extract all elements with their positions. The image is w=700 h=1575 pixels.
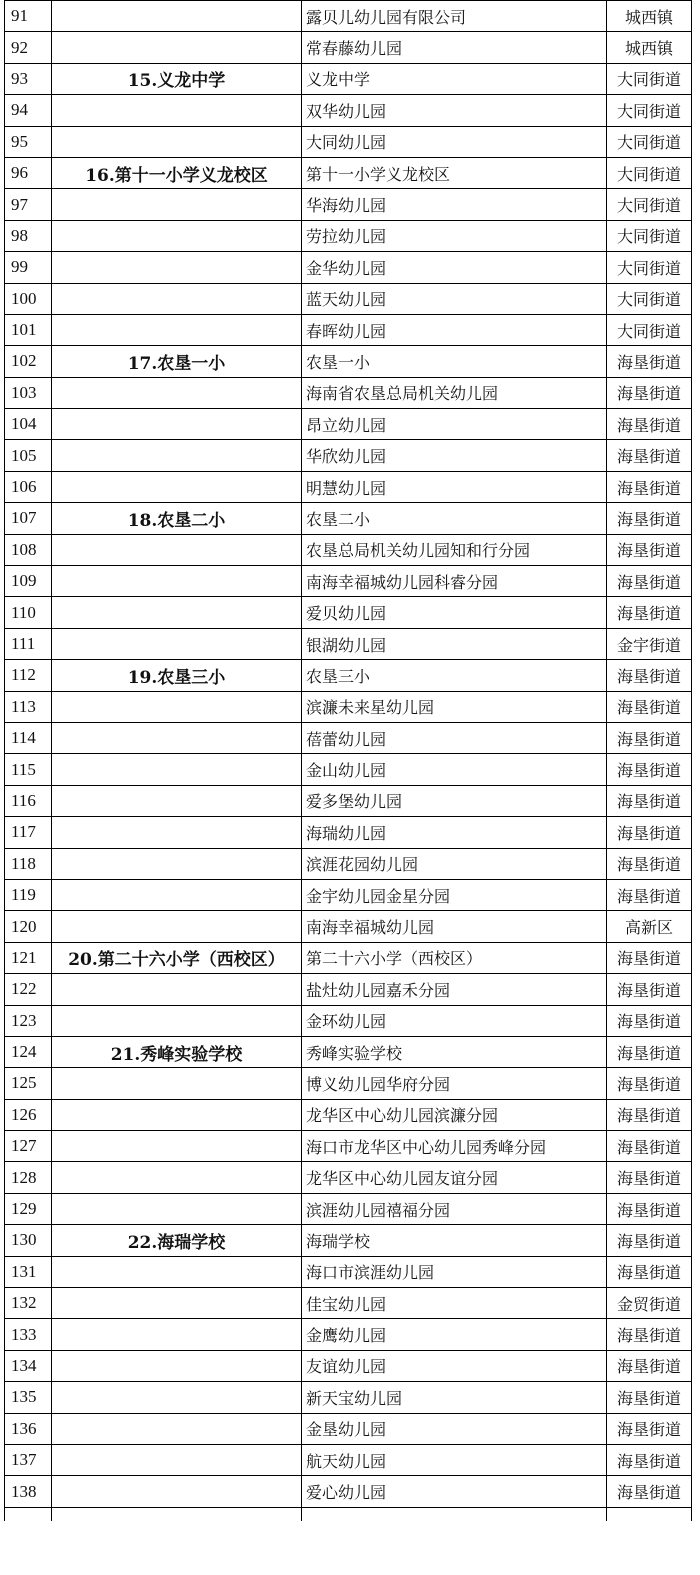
row-number-cell: 99 — [5, 252, 52, 283]
school-name-cell — [52, 722, 302, 753]
row-number-cell: 103 — [5, 377, 52, 408]
school-name-cell — [52, 283, 302, 314]
row-number-cell: 105 — [5, 440, 52, 471]
kindergarten-name-cell: 大同幼儿园 — [302, 126, 607, 157]
kindergarten-name-cell: 海瑞幼儿园 — [302, 817, 607, 848]
table-row — [5, 126, 692, 157]
table-row — [5, 628, 692, 659]
row-number-cell: 122 — [5, 974, 52, 1005]
kindergarten-name-cell: 海口市滨涯幼儿园 — [302, 1256, 607, 1287]
street-area-cell: 海垦街道 — [607, 471, 692, 502]
kindergarten-name-cell: 海口市龙华区中心幼儿园秀峰分园 — [302, 1131, 607, 1162]
street-area-cell: 大同街道 — [607, 126, 692, 157]
street-area-cell: 海垦街道 — [607, 1099, 692, 1130]
street-area-cell: 海垦街道 — [607, 1350, 692, 1381]
kindergarten-name-cell: 金宇幼儿园金星分园 — [302, 879, 607, 910]
kindergarten-name-cell: 盐灶幼儿园嘉禾分园 — [302, 974, 607, 1005]
table-row — [5, 817, 692, 848]
table-row — [5, 377, 692, 408]
row-number-cell: 94 — [5, 95, 52, 126]
school-name-cell — [52, 1256, 302, 1287]
row-number-cell: 98 — [5, 220, 52, 251]
school-name-cell: 18.农垦二小 — [52, 503, 302, 534]
table-row — [5, 1350, 692, 1381]
empty-cell — [607, 1507, 692, 1521]
row-number-cell: 93 — [5, 63, 52, 94]
row-number-cell: 135 — [5, 1382, 52, 1413]
school-name-cell — [52, 974, 302, 1005]
table-row — [5, 974, 692, 1005]
table-row — [5, 1444, 692, 1475]
table-row-partial — [5, 1507, 692, 1521]
street-area-cell: 海垦街道 — [607, 503, 692, 534]
kindergarten-name-cell: 滨濂未来星幼儿园 — [302, 691, 607, 722]
table-row — [5, 95, 692, 126]
table-row — [5, 63, 692, 94]
kindergarten-name-cell: 常春藤幼儿园 — [302, 32, 607, 63]
table-row — [5, 879, 692, 910]
street-area-cell: 海垦街道 — [607, 974, 692, 1005]
street-area-cell: 海垦街道 — [607, 440, 692, 471]
empty-cell — [302, 1507, 607, 1521]
kindergarten-name-cell: 爱心幼儿园 — [302, 1476, 607, 1507]
row-number-cell: 123 — [5, 1005, 52, 1036]
street-area-cell: 海垦街道 — [607, 817, 692, 848]
kindergarten-name-cell: 农垦二小 — [302, 503, 607, 534]
row-number-cell: 118 — [5, 848, 52, 879]
school-name-cell — [52, 440, 302, 471]
school-name-cell — [52, 534, 302, 565]
row-number-cell: 96 — [5, 157, 52, 188]
kindergarten-name-cell: 农垦三小 — [302, 660, 607, 691]
row-number-cell: 114 — [5, 722, 52, 753]
kindergarten-name-cell: 航天幼儿园 — [302, 1444, 607, 1475]
street-area-cell: 海垦街道 — [607, 1256, 692, 1287]
street-area-cell: 海垦街道 — [607, 566, 692, 597]
school-name-cell — [52, 1162, 302, 1193]
row-number-cell: 112 — [5, 660, 52, 691]
table-row — [5, 440, 692, 471]
row-number-cell: 117 — [5, 817, 52, 848]
kindergarten-name-cell: 海南省农垦总局机关幼儿园 — [302, 377, 607, 408]
street-area-cell: 海垦街道 — [607, 942, 692, 973]
school-name-cell: 21.秀峰实验学校 — [52, 1036, 302, 1067]
row-number-cell: 116 — [5, 785, 52, 816]
school-name-cell — [52, 848, 302, 879]
table-row — [5, 691, 692, 722]
street-area-cell: 海垦街道 — [607, 691, 692, 722]
street-area-cell: 海垦街道 — [607, 1005, 692, 1036]
table-row — [5, 471, 692, 502]
school-name-cell — [52, 911, 302, 942]
row-number-cell: 137 — [5, 1444, 52, 1475]
school-name-cell — [52, 95, 302, 126]
street-area-cell: 大同街道 — [607, 314, 692, 345]
kindergarten-name-cell: 农垦总局机关幼儿园知和行分园 — [302, 534, 607, 565]
table-row — [5, 566, 692, 597]
table-row — [5, 1193, 692, 1224]
table-row — [5, 314, 692, 345]
table-row — [5, 1036, 692, 1067]
row-number-cell: 101 — [5, 314, 52, 345]
school-name-cell — [52, 1350, 302, 1381]
row-number-cell: 120 — [5, 911, 52, 942]
school-name-cell — [52, 1193, 302, 1224]
row-number-cell: 121 — [5, 942, 52, 973]
kindergarten-name-cell: 金鹰幼儿园 — [302, 1319, 607, 1350]
table-row — [5, 1068, 692, 1099]
empty-cell — [52, 1507, 302, 1521]
street-area-cell: 海垦街道 — [607, 1319, 692, 1350]
school-name-cell — [52, 252, 302, 283]
school-name-cell — [52, 471, 302, 502]
table-row — [5, 660, 692, 691]
kindergarten-name-cell: 新天宝幼儿园 — [302, 1382, 607, 1413]
row-number-cell: 102 — [5, 346, 52, 377]
kindergarten-name-cell: 蓝天幼儿园 — [302, 283, 607, 314]
kindergarten-name-cell: 蓓蕾幼儿园 — [302, 722, 607, 753]
kindergarten-name-cell: 龙华区中心幼儿园友谊分园 — [302, 1162, 607, 1193]
street-area-cell: 海垦街道 — [607, 754, 692, 785]
table-row — [5, 1225, 692, 1256]
kindergarten-name-cell: 滨涯幼儿园禧福分园 — [302, 1193, 607, 1224]
school-name-cell — [52, 817, 302, 848]
row-number-cell: 136 — [5, 1413, 52, 1444]
school-district-table — [4, 0, 692, 1521]
street-area-cell: 大同街道 — [607, 283, 692, 314]
street-area-cell: 海垦街道 — [607, 785, 692, 816]
school-name-cell — [52, 409, 302, 440]
table-row — [5, 1413, 692, 1444]
kindergarten-name-cell: 昂立幼儿园 — [302, 409, 607, 440]
table-row — [5, 597, 692, 628]
table-row — [5, 189, 692, 220]
row-number-cell: 134 — [5, 1350, 52, 1381]
street-area-cell: 城西镇 — [607, 1, 692, 32]
row-number-cell: 127 — [5, 1131, 52, 1162]
kindergarten-name-cell: 春晖幼儿园 — [302, 314, 607, 345]
row-number-cell: 97 — [5, 189, 52, 220]
kindergarten-name-cell: 劳拉幼儿园 — [302, 220, 607, 251]
school-name-cell — [52, 1413, 302, 1444]
row-number-cell: 126 — [5, 1099, 52, 1130]
kindergarten-name-cell: 友谊幼儿园 — [302, 1350, 607, 1381]
school-name-cell: 15.义龙中学 — [52, 63, 302, 94]
row-number-cell: 104 — [5, 409, 52, 440]
table-row — [5, 722, 692, 753]
kindergarten-name-cell: 明慧幼儿园 — [302, 471, 607, 502]
empty-cell — [5, 1507, 52, 1521]
street-area-cell: 海垦街道 — [607, 879, 692, 910]
street-area-cell: 高新区 — [607, 911, 692, 942]
row-number-cell: 130 — [5, 1225, 52, 1256]
street-area-cell: 大同街道 — [607, 252, 692, 283]
table-row — [5, 1476, 692, 1507]
kindergarten-name-cell: 南海幸福城幼儿园科睿分园 — [302, 566, 607, 597]
school-name-cell — [52, 691, 302, 722]
table-row — [5, 1, 692, 32]
table-row — [5, 32, 692, 63]
row-number-cell: 133 — [5, 1319, 52, 1350]
kindergarten-name-cell: 第二十六小学（西校区） — [302, 942, 607, 973]
street-area-cell: 海垦街道 — [607, 377, 692, 408]
row-number-cell: 106 — [5, 471, 52, 502]
row-number-cell: 111 — [5, 628, 52, 659]
kindergarten-name-cell: 农垦一小 — [302, 346, 607, 377]
school-name-cell: 17.农垦一小 — [52, 346, 302, 377]
kindergarten-name-cell: 海瑞学校 — [302, 1225, 607, 1256]
street-area-cell: 大同街道 — [607, 95, 692, 126]
school-name-cell — [52, 1444, 302, 1475]
street-area-cell: 金贸街道 — [607, 1288, 692, 1319]
table-row — [5, 754, 692, 785]
kindergarten-name-cell: 金山幼儿园 — [302, 754, 607, 785]
street-area-cell: 海垦街道 — [607, 1382, 692, 1413]
street-area-cell: 海垦街道 — [607, 1068, 692, 1099]
kindergarten-name-cell: 龙华区中心幼儿园滨濂分园 — [302, 1099, 607, 1130]
kindergarten-name-cell: 佳宝幼儿园 — [302, 1288, 607, 1319]
street-area-cell: 海垦街道 — [607, 1413, 692, 1444]
street-area-cell: 海垦街道 — [607, 1036, 692, 1067]
school-name-cell — [52, 1131, 302, 1162]
street-area-cell: 海垦街道 — [607, 534, 692, 565]
row-number-cell: 109 — [5, 566, 52, 597]
school-name-cell — [52, 754, 302, 785]
row-number-cell: 131 — [5, 1256, 52, 1287]
row-number-cell: 119 — [5, 879, 52, 910]
school-name-cell: 20.第二十六小学（西校区） — [52, 942, 302, 973]
kindergarten-name-cell: 南海幸福城幼儿园 — [302, 911, 607, 942]
school-name-cell — [52, 785, 302, 816]
school-name-cell — [52, 1288, 302, 1319]
row-number-cell: 132 — [5, 1288, 52, 1319]
table-row — [5, 1162, 692, 1193]
kindergarten-name-cell: 爱多堡幼儿园 — [302, 785, 607, 816]
row-number-cell: 125 — [5, 1068, 52, 1099]
row-number-cell: 138 — [5, 1476, 52, 1507]
kindergarten-name-cell: 秀峰实验学校 — [302, 1036, 607, 1067]
street-area-cell: 大同街道 — [607, 63, 692, 94]
table-row — [5, 911, 692, 942]
street-area-cell: 海垦街道 — [607, 722, 692, 753]
school-name-cell: 16.第十一小学义龙校区 — [52, 157, 302, 188]
row-number-cell: 91 — [5, 1, 52, 32]
kindergarten-name-cell: 博义幼儿园华府分园 — [302, 1068, 607, 1099]
kindergarten-name-cell: 华海幼儿园 — [302, 189, 607, 220]
school-name-cell: 19.农垦三小 — [52, 660, 302, 691]
school-name-cell — [52, 1, 302, 32]
row-number-cell: 92 — [5, 32, 52, 63]
kindergarten-name-cell: 金垦幼儿园 — [302, 1413, 607, 1444]
table-row — [5, 503, 692, 534]
table-row — [5, 220, 692, 251]
table-row — [5, 1005, 692, 1036]
kindergarten-name-cell: 滨涯花园幼儿园 — [302, 848, 607, 879]
table-row — [5, 1256, 692, 1287]
table-body — [5, 1, 692, 1522]
school-name-cell — [52, 189, 302, 220]
street-area-cell: 海垦街道 — [607, 1162, 692, 1193]
school-name-cell — [52, 1099, 302, 1130]
table-row — [5, 534, 692, 565]
table-row — [5, 1288, 692, 1319]
street-area-cell: 海垦街道 — [607, 597, 692, 628]
kindergarten-name-cell: 第十一小学义龙校区 — [302, 157, 607, 188]
kindergarten-name-cell: 双华幼儿园 — [302, 95, 607, 126]
row-number-cell: 107 — [5, 503, 52, 534]
row-number-cell: 113 — [5, 691, 52, 722]
street-area-cell: 金宇街道 — [607, 628, 692, 659]
school-name-cell — [52, 314, 302, 345]
street-area-cell: 城西镇 — [607, 32, 692, 63]
kindergarten-name-cell: 银湖幼儿园 — [302, 628, 607, 659]
school-name-cell — [52, 32, 302, 63]
kindergarten-name-cell: 金华幼儿园 — [302, 252, 607, 283]
table-row — [5, 1382, 692, 1413]
kindergarten-name-cell: 露贝儿幼儿园有限公司 — [302, 1, 607, 32]
school-name-cell — [52, 1005, 302, 1036]
table-row — [5, 157, 692, 188]
street-area-cell: 海垦街道 — [607, 1225, 692, 1256]
row-number-cell: 95 — [5, 126, 52, 157]
kindergarten-name-cell: 爱贝幼儿园 — [302, 597, 607, 628]
school-name-cell — [52, 1319, 302, 1350]
row-number-cell: 124 — [5, 1036, 52, 1067]
school-name-cell — [52, 126, 302, 157]
table-row — [5, 848, 692, 879]
school-name-cell — [52, 1382, 302, 1413]
street-area-cell: 海垦街道 — [607, 848, 692, 879]
row-number-cell: 100 — [5, 283, 52, 314]
school-name-cell — [52, 220, 302, 251]
street-area-cell: 大同街道 — [607, 189, 692, 220]
street-area-cell: 大同街道 — [607, 220, 692, 251]
street-area-cell: 海垦街道 — [607, 409, 692, 440]
school-name-cell — [52, 1476, 302, 1507]
row-number-cell: 129 — [5, 1193, 52, 1224]
kindergarten-name-cell: 义龙中学 — [302, 63, 607, 94]
street-area-cell: 海垦街道 — [607, 660, 692, 691]
school-name-cell: 22.海瑞学校 — [52, 1225, 302, 1256]
table-row — [5, 1319, 692, 1350]
table-row — [5, 1099, 692, 1130]
table-row — [5, 252, 692, 283]
kindergarten-name-cell: 华欣幼儿园 — [302, 440, 607, 471]
school-name-cell — [52, 1068, 302, 1099]
school-name-cell — [52, 377, 302, 408]
school-name-cell — [52, 597, 302, 628]
street-area-cell: 海垦街道 — [607, 1131, 692, 1162]
table-row — [5, 1131, 692, 1162]
table-row — [5, 346, 692, 377]
school-name-cell — [52, 566, 302, 597]
street-area-cell: 海垦街道 — [607, 346, 692, 377]
kindergarten-name-cell: 金环幼儿园 — [302, 1005, 607, 1036]
street-area-cell: 海垦街道 — [607, 1444, 692, 1475]
table-row — [5, 409, 692, 440]
street-area-cell: 海垦街道 — [607, 1193, 692, 1224]
row-number-cell: 108 — [5, 534, 52, 565]
street-area-cell: 大同街道 — [607, 157, 692, 188]
row-number-cell: 128 — [5, 1162, 52, 1193]
table-row — [5, 785, 692, 816]
street-area-cell: 海垦街道 — [607, 1476, 692, 1507]
row-number-cell: 110 — [5, 597, 52, 628]
table-row — [5, 942, 692, 973]
row-number-cell: 115 — [5, 754, 52, 785]
school-name-cell — [52, 879, 302, 910]
school-name-cell — [52, 628, 302, 659]
table-row — [5, 283, 692, 314]
